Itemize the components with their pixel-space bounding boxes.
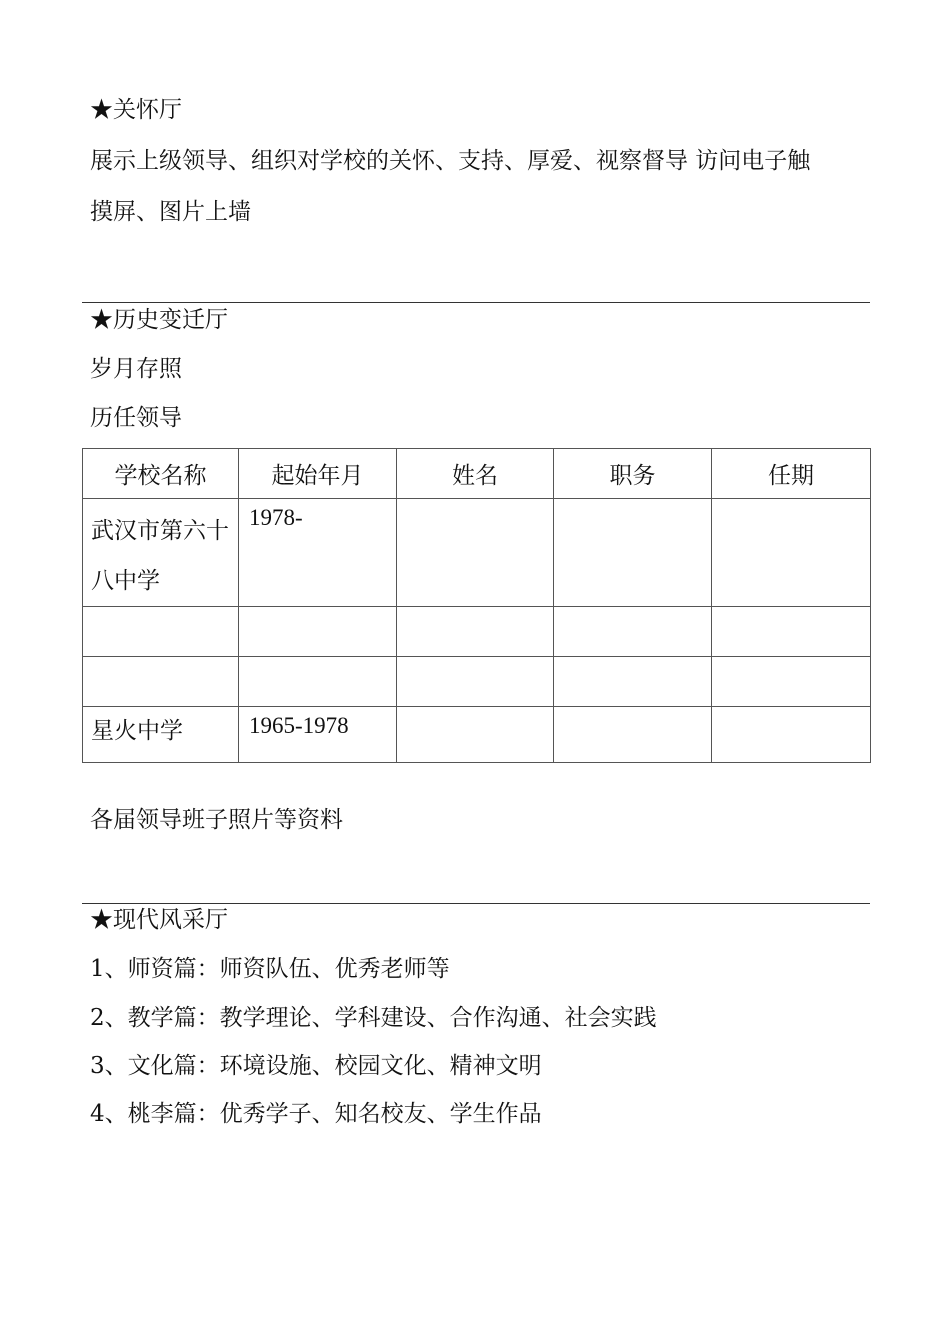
header-school-name: 学校名称 — [83, 449, 239, 499]
table-row — [83, 499, 871, 607]
modern-hall-title: ★现代风采厅 — [90, 907, 228, 933]
history-subtitle-leaders: 历任领导 — [90, 405, 182, 431]
cell-position — [554, 607, 712, 657]
cell-start-date — [239, 657, 397, 707]
history-hall-title: ★历史变迁厅 — [90, 307, 228, 333]
history-subtitle-photos: 岁月存照 — [90, 356, 182, 382]
modern-item-teaching: 2、教学篇：教学理论、学科建设、合作沟通、社会实践 — [90, 1005, 657, 1031]
cell-name — [397, 607, 554, 657]
cell-term — [712, 707, 871, 763]
header-term: 任期 — [712, 449, 871, 499]
cell-name — [397, 707, 554, 763]
header-position: 职务 — [554, 449, 712, 499]
cell-position — [554, 499, 712, 607]
table-row — [83, 657, 871, 707]
modern-item-faculty: 1、师资篇：师资队伍、优秀老师等 — [90, 956, 450, 982]
section-divider-history — [82, 302, 870, 303]
care-hall-title: ★关怀厅 — [90, 97, 182, 123]
section-divider-modern — [82, 903, 870, 904]
cell-term — [712, 607, 871, 657]
cell-position — [554, 657, 712, 707]
care-hall-description-line2: 摸屏、图片上墙 — [90, 199, 251, 225]
care-hall-description-line1: 展示上级领导、组织对学校的关怀、支持、厚爱、视察督导 访问电子触 — [90, 148, 811, 174]
cell-start-date — [239, 607, 397, 657]
table-header-row — [83, 449, 871, 499]
modern-item-culture: 3、文化篇：环境设施、校园文化、精神文明 — [90, 1053, 542, 1079]
cell-name — [397, 499, 554, 607]
cell-school-name: 武汉市第六十八中学 — [83, 499, 239, 607]
table-row — [83, 707, 871, 763]
cell-school-name — [83, 657, 239, 707]
cell-name — [397, 657, 554, 707]
cell-term — [712, 657, 871, 707]
modern-item-alumni: 4、桃李篇：优秀学子、知名校友、学生作品 — [90, 1101, 542, 1127]
table-row — [83, 607, 871, 657]
header-start-date: 起始年月 — [239, 449, 397, 499]
header-name: 姓名 — [397, 449, 554, 499]
history-footnote: 各届领导班子照片等资料 — [90, 807, 343, 833]
cell-term — [712, 499, 871, 607]
cell-school-name: 星火中学 — [83, 707, 239, 763]
cell-start-date: 1965-1978 — [239, 707, 397, 763]
cell-start-date: 1978- — [239, 499, 397, 607]
cell-position — [554, 707, 712, 763]
leaders-table — [82, 448, 871, 763]
cell-school-name — [83, 607, 239, 657]
